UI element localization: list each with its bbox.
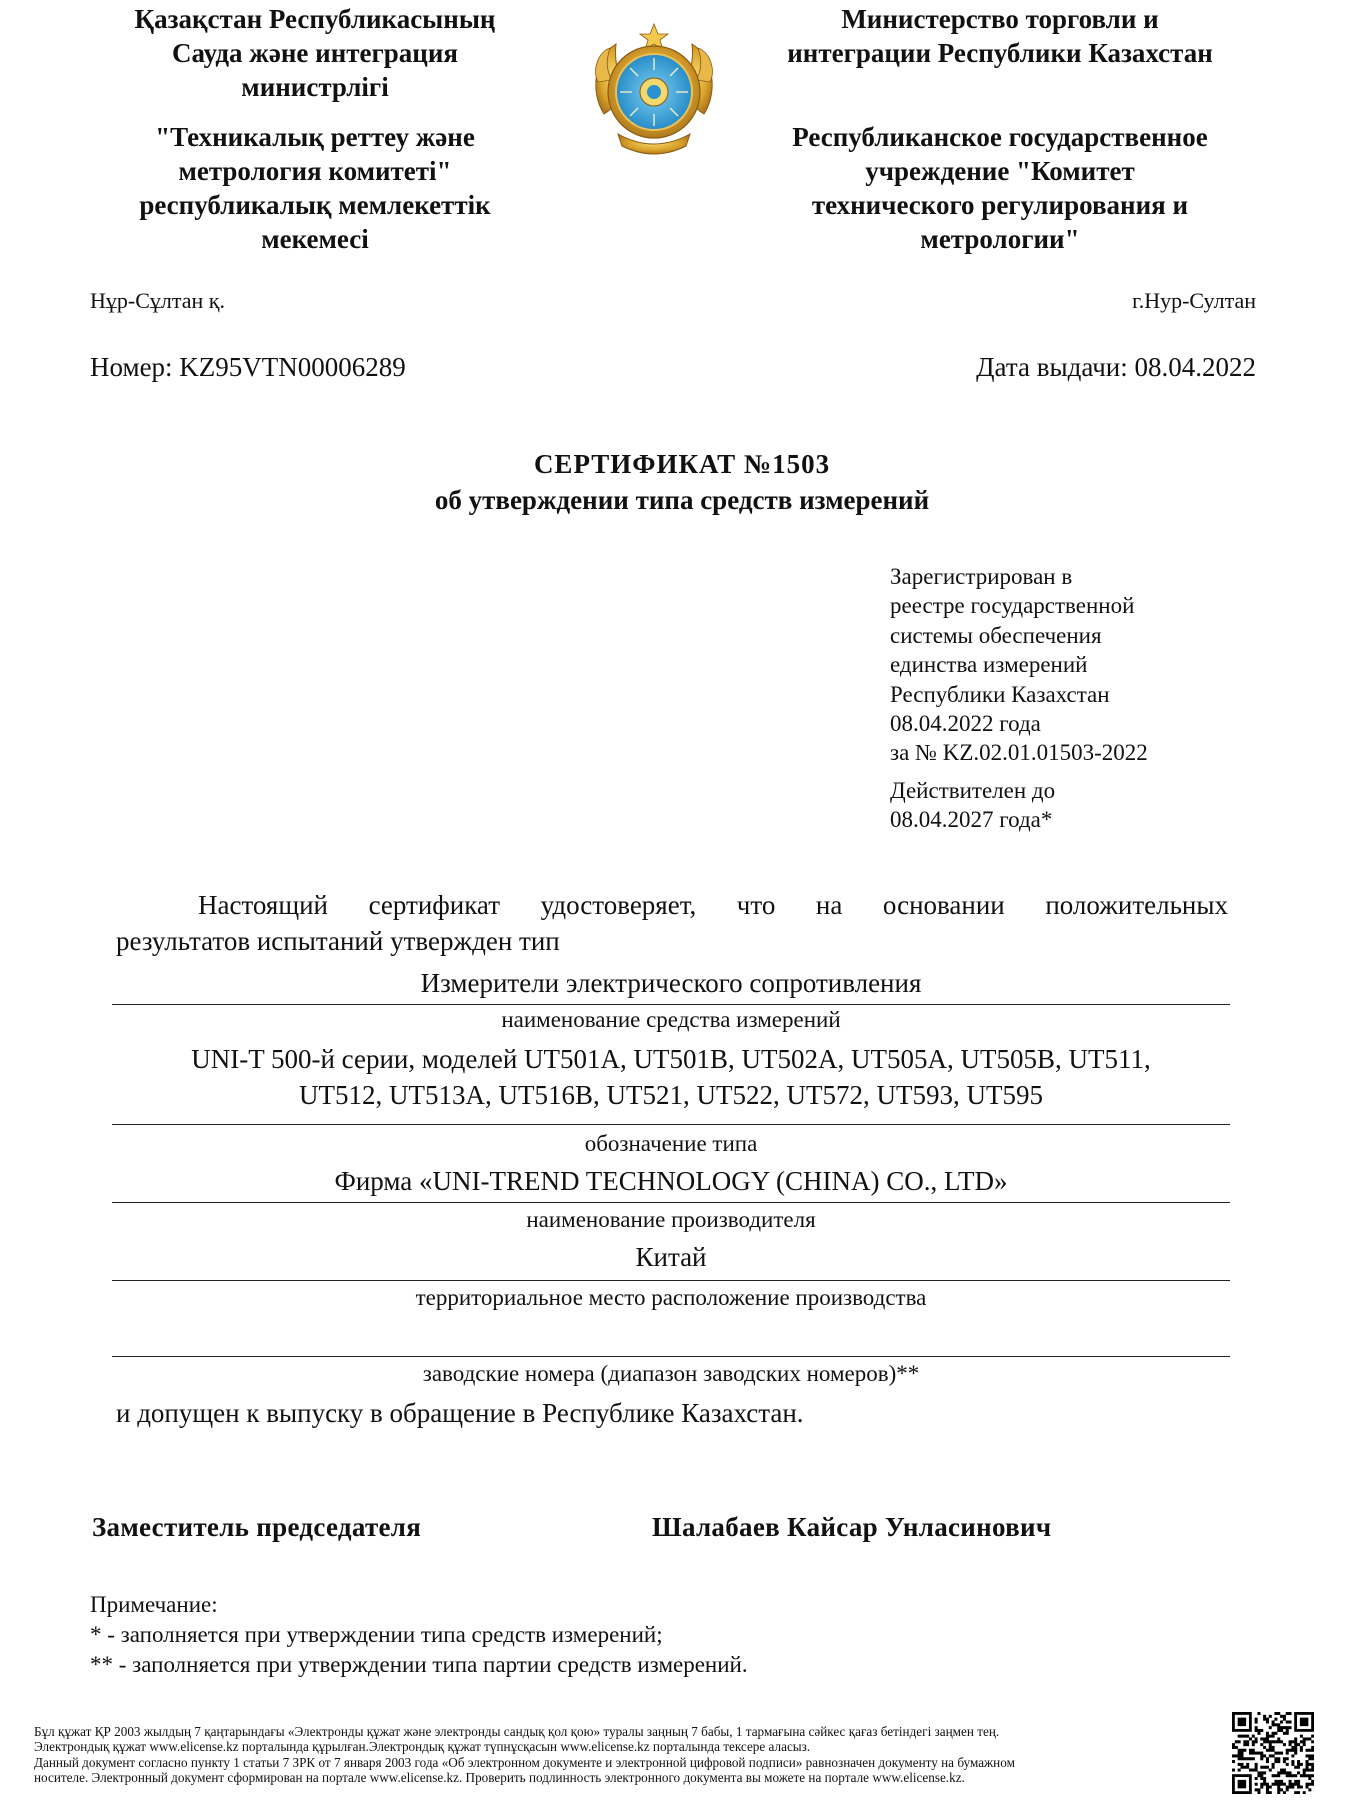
kazakhstan-emblem-icon [584, 22, 724, 162]
notes-title: Примечание: [90, 1592, 218, 1617]
manufacturer-name: Фирма «UNI-TREND TECHNOLOGY (CHINA) CO., LTD» [334, 1166, 1008, 1196]
registration-line: 08.04.2022 года [890, 711, 1041, 737]
header-kz-ministry [100, 2, 530, 104]
production-location: Китай [635, 1242, 707, 1272]
registration-block [890, 562, 1148, 835]
validity-line: 08.04.2027 года* [890, 807, 1053, 833]
header-kz-committee-line: "Техникалық реттеу және [155, 122, 475, 152]
type-caption: обозначение типа [584, 1131, 758, 1156]
header-kz-line: Сауда және интеграция [171, 38, 459, 68]
registration-line: Зарегистрирован в [890, 564, 1073, 589]
underline [112, 1356, 1230, 1357]
registration-line: за № KZ.02.01.01503-2022 [890, 740, 1148, 766]
header-kz-line: министрлігі [241, 72, 389, 102]
header-ru-committee [740, 120, 1260, 256]
type-designation-line-2: UT512, UT513A, UT516B, UT521, UT522, UT572, UT593, UT595 [299, 1080, 1043, 1110]
header-ru-committee-line: учреждение "Комитет [865, 156, 1135, 186]
certificate-number: Номер: KZ95VTN00006289 [90, 352, 406, 382]
signatory-position: Заместитель председателя [92, 1512, 422, 1542]
registration-line: реестре государственной [890, 593, 1135, 619]
footer-line: носителе. Электронный документ сформирован на портале www.elicense.kz. Проверить подлинность электронного документа вы можете на портале www.elicense.kz. [34, 1770, 965, 1786]
intro-line-2: результатов испытаний утвержден тип [116, 926, 560, 956]
city-ru: г.Нур-Султан [1132, 288, 1256, 313]
city-kz: Нұр-Сұлтан қ. [90, 288, 225, 313]
header-ru-line: Министерство торговли и [841, 4, 1159, 34]
signatory-name: Шалабаев Кайсар Унласинович [652, 1512, 1052, 1542]
header-kz-committee [100, 120, 530, 256]
intro-line-1: Настоящий сертификат удостоверяет, что на основании положительных [198, 890, 1228, 920]
certificate-subtitle: об утверждении типа средств измерений [434, 485, 930, 515]
note-item: * - заполняется при утверждении типа средств измерений; [90, 1622, 663, 1647]
header-ru-committee-line: технического регулирования и [811, 190, 1189, 220]
note-item: ** - заполняется при утверждении типа партии средств измерений. [90, 1652, 748, 1677]
location-caption: территориальное место расположение производства [415, 1285, 927, 1310]
serial-caption: заводские номера (диапазон заводских номеров)** [422, 1361, 920, 1386]
registration-line: системы обеспечения [890, 622, 1102, 648]
header-kz-committee-line: метрология комитеті" [178, 156, 452, 186]
footer-line: Бұл құжат ҚР 2003 жылдың 7 қаңтарындағы «Электронды құжат және электронды сандық қол қою» туралы заңның 7 бабы, 1 тармағына сәйкес қағаз бетіндегі заңмен тең. [34, 1724, 1000, 1739]
instrument-name: Измерители электрического сопротивления [420, 968, 922, 998]
underline [112, 1202, 1230, 1203]
notes-block [90, 1590, 748, 1680]
header-ru-committee-line: Республиканское государственное [792, 122, 1208, 152]
footer-line: Данный документ согласно пункту 1 статьи 7 ЗРК от 7 января 2003 года «Об электронном документе и электронной цифровой подписи» равнозначен документу на бумажном [34, 1754, 1015, 1770]
header-ru-line: интеграции Республики Казахстан [787, 38, 1213, 68]
registration-line: Республики Казахстан [890, 681, 1110, 707]
header-ru-ministry [740, 2, 1260, 70]
underline [112, 1004, 1230, 1005]
manufacturer-caption: наименование производителя [526, 1207, 816, 1232]
footer-line: Электрондық құжат www.elicense.kz порталында құрылған.Электрондық құжат түпнұсқасын www.elicense.kz порталында тексере аласыз. [34, 1739, 811, 1755]
header-kz-line: Қазақстан Республикасының [134, 4, 496, 34]
type-designation-line-1: UNI-T 500-й серии, моделей UT501A, UT501B, UT502A, UT505A, UT505B, UT511, [191, 1044, 1151, 1074]
instrument-caption: наименование средства измерений [501, 1007, 841, 1032]
underline [112, 1124, 1230, 1125]
certificate-title: СЕРТИФИКАТ №1503 [533, 449, 831, 479]
header-kz-committee-line: республикалық мемлекеттік [139, 190, 491, 220]
qr-code-icon [1232, 1712, 1314, 1794]
header-kz-committee-line: мекемесі [261, 224, 369, 254]
footer-legal-text [34, 1724, 1204, 1786]
validity-line: Действителен до [890, 777, 1056, 803]
registration-line: единства измерений [890, 652, 1088, 678]
issue-date: Дата выдачи: 08.04.2022 [976, 352, 1256, 382]
closing-statement: и допущен к выпуску в обращение в Республике Казахстан. [116, 1398, 804, 1428]
header-ru-committee-line: метрологии" [920, 224, 1080, 254]
underline [112, 1280, 1230, 1281]
